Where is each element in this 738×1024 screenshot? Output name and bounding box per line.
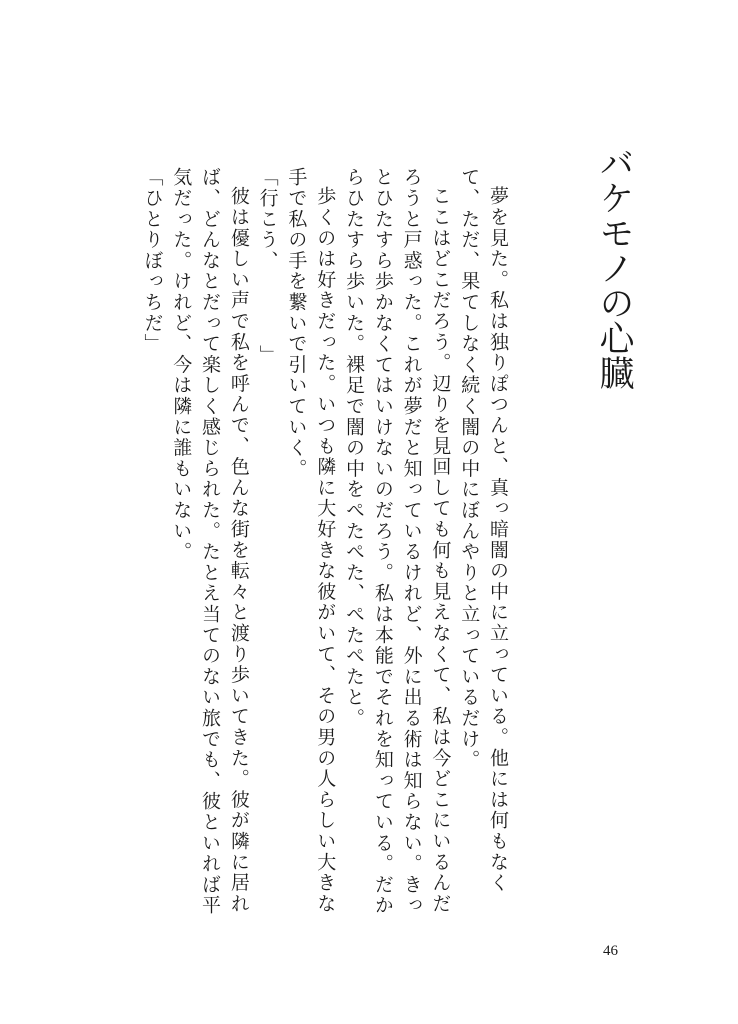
- dialogue-1: 「行こう、 」: [256, 167, 279, 366]
- paragraph-2: ここはどこだろう。辺りを見回しても何も見えなくて、私は今どこにいるんだろうと戸惑った。これが夢だと知っているけれど、外に出る術は知らない。きっとひたすら歩かなくてはいけないのだろう。私は本能でそれを知っている。だからひたすら歩いた。裸足で闇の中をぺたぺた、ぺたぺたと。: [343, 167, 452, 916]
- dialogue-2: 「ひとりぼっちだ」: [141, 167, 164, 355]
- paragraph-3: 歩くのは好きだった。いつも隣に大好きな彼がいて、その男の人らしい大きな手で私の手を繋いで引いていく。: [285, 167, 337, 914]
- chapter-title: バケモノの心臓: [594, 145, 634, 390]
- paragraph-1: 夢を見た。私は独りぽつんと、真っ暗闇の中に立っている。他には何もなくて、ただ、果てしなく続く闇の中にぼんやりと立っているだけ。: [458, 167, 509, 894]
- body-text: [138, 167, 512, 927]
- page-number: 46: [603, 943, 618, 959]
- paragraph-4: 彼は優しい声で私を呼んで、色んな街を転々と渡り歩いてきた。彼が隣に居れば、どんなとだって楽しく感じられた。たとえ当てのない旅でも、彼といれば平気だった。けれど、今は隣に誰もいない。: [170, 167, 250, 916]
